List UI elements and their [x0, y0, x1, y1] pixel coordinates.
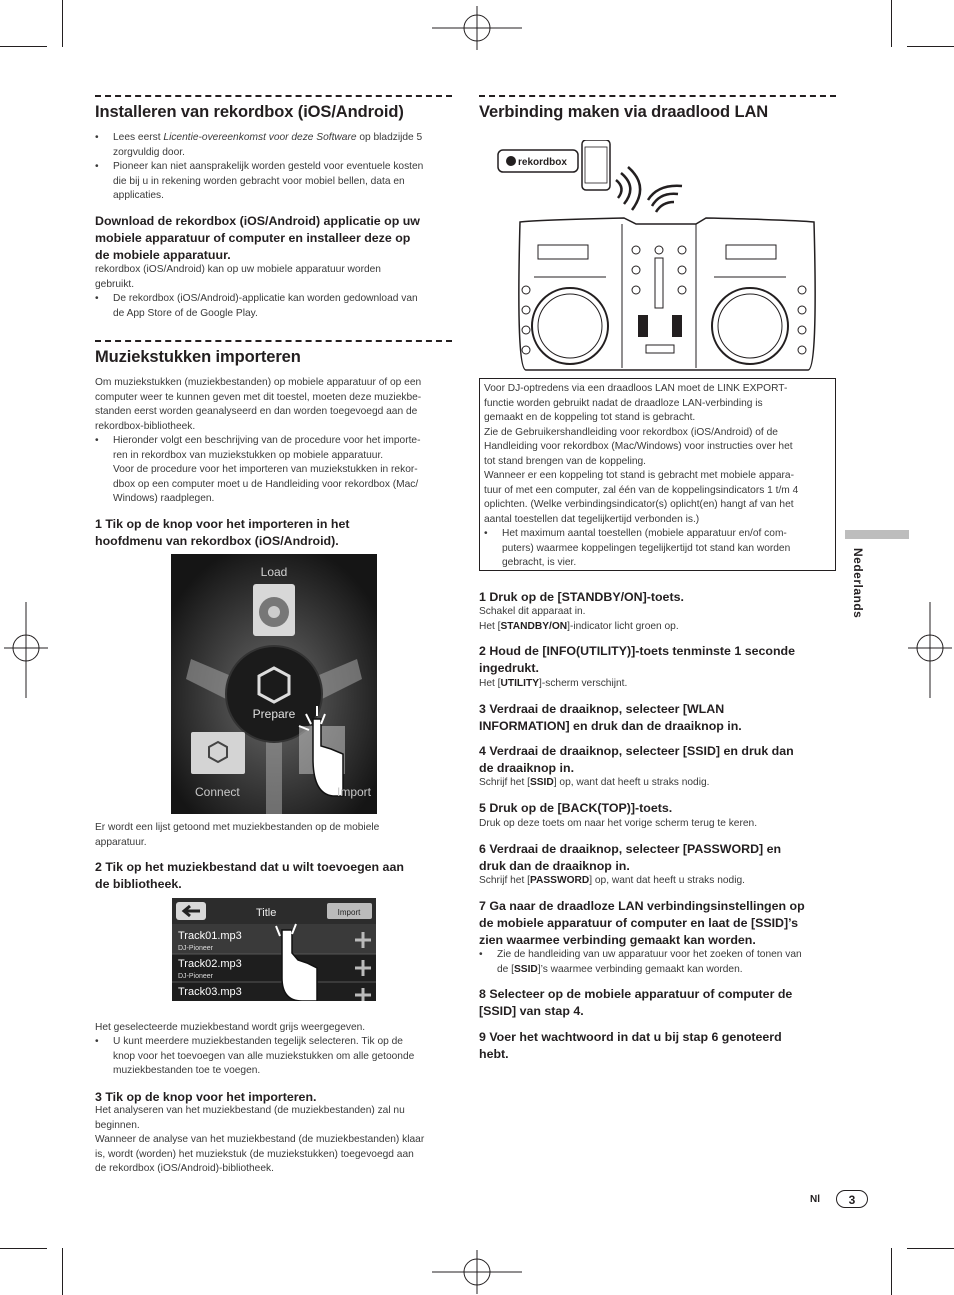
download-body: rekordbox (iOS/Android) kan op uw mobiele apparatuur worden gebruikt.: [95, 264, 381, 290]
r-step-9-heading: 9 Voer het wachtwoord in dat u bij stap 6 genoteerd hebt.: [479, 1030, 782, 1061]
step-2-heading: 2 Tik op het muziekbestand dat u wilt toevoegen aan de bibliotheek.: [95, 860, 404, 891]
bullet-store: • De rekordbox (iOS/Android)-applicatie kan worden gedownload van de App Store of de Google Play.: [113, 292, 453, 321]
step-3-heading: 3 Tik op de knop voor het importeren.: [95, 1090, 317, 1104]
crop-mark: [907, 46, 954, 47]
rekordbox-logo-text: rekordbox: [518, 157, 567, 168]
wlan-note-bullet: • Het maximum aantal toestellen (mobiele apparatuur en/of com- puters) waarmee koppelingen tegelijkertijd tot stand kan worden gebracht, is vier.: [502, 527, 832, 571]
track-list-screenshot: [172, 898, 376, 1001]
registration-mark-right: [908, 602, 952, 698]
menu-label-load: Load: [260, 565, 288, 579]
track-name[interactable]: Track01.mp3: [178, 930, 242, 942]
after-step-3: Het analyseren van het muziekbestand (de muziekbestanden) zal nu beginnen. Wanneer de analyse van het muziekbestand (de muziekbestanden) klaar is, wordt (worden) het muziekstuk (de muziekstukken) toegevoegd aan de rekordbox (iOS/Android)-bibliotheek.: [95, 1105, 425, 1174]
r-step-4-body: Schrijf het [SSID] op, want dat heeft u straks nodig.: [479, 777, 710, 788]
footer-language-code: Nl: [810, 1194, 820, 1205]
language-tab-bar: [845, 530, 909, 539]
r-step-1-body: Schakel dit apparaat in. Het [STANDBY/ON]-indicator licht groen op.: [479, 606, 679, 632]
registration-mark-top: [432, 6, 522, 50]
crop-mark: [891, 1248, 892, 1295]
track-artist: DJ-Pioneer: [178, 973, 214, 980]
wlan-note-text: Voor DJ-optredens via een draadloos LAN moet de LINK EXPORT- functie worden gebruikt nadat de draadloze LAN-verbinding is gemaakt en de koppeling tot stand is gebracht. Zie de Gebruikershandleiding voor rekordbox (iOS/Android) of de Handleiding voor rekordbox (Mac/Windows) voor instructies over het tot stand brengen van de koppeling. Wanneer er een koppeling tot stand is gebracht met mobiele appara- tuur of met een computer, zal één van de koppelingsindicators 1 t/m 4 oplichten. (Welke verbindingsindicator(s) oplicht(en) hangt af van het aantal toestellen dat tegelijkertijd verbonden is.): [484, 383, 799, 525]
app-main-menu-screenshot: [171, 554, 377, 814]
download-heading: Download de rekordbox (iOS/Android) applicatie op uw mobiele apparatuur of computer en installeer deze op de mobiele apparatuur.: [95, 214, 420, 262]
rekordbox-logo-icon: [506, 156, 516, 166]
menu-label-connect: Connect: [195, 785, 240, 799]
section-title-import: Muziekstukken importeren: [95, 348, 301, 366]
track-name[interactable]: Track03.mp3: [178, 986, 242, 998]
r-step-7-bullet: • Zie de handleiding van uw apparatuur voor het zoeken of tonen van de [SSID]’s waarmee verbinding gemaakt kan worden.: [497, 948, 837, 977]
registration-mark-left: [4, 602, 48, 698]
connect-icon[interactable]: [191, 732, 245, 774]
section-title-wlan: Verbinding maken via draadlood LAN: [479, 103, 769, 121]
import-intro: Om muziekstukken (muziekbestanden) op mobiele apparatuur of op een computer weer te kunnen geven met dit toestel, moeten deze muziekbe- standen eerst worden geanalyseerd en dan worden toegevoegd aan de rekordbox-bibliotheek.: [95, 377, 422, 432]
page-number: 3: [836, 1190, 868, 1208]
menu-label-import: Import: [336, 785, 371, 799]
r-step-6-heading: 6 Verdraai de draaiknop, selecteer [PASSWORD] en druk dan de draaiknop in.: [479, 842, 782, 873]
section-title-install: Installeren van rekordbox (iOS/Android): [95, 103, 404, 121]
section-divider: [95, 340, 452, 342]
step-1-heading: 1 Tik op de knop voor het importeren in het hoofdmenu van rekordbox (iOS/Android).: [95, 517, 350, 548]
section-divider: [95, 95, 452, 97]
r-step-5-heading: 5 Druk op de [BACK(TOP)]-toets.: [479, 801, 673, 815]
bullet-multi-select: • U kunt meerdere muziekbestanden tegelijk selecteren. Tik op de knop voor het toevoegen van alle muziekstukken om alle getoonde muziekbestanden toe te voegen.: [113, 1035, 453, 1079]
r-step-4-heading: 4 Verdraai de draaiknop, selecteer [SSID] en druk dan de draaiknop in.: [479, 744, 794, 775]
crop-mark: [0, 46, 47, 47]
crop-mark: [62, 1248, 63, 1295]
crop-mark: [0, 1248, 47, 1249]
crop-mark: [62, 0, 63, 47]
list-title: Title: [256, 907, 277, 919]
track-artist: DJ-Pioneer: [178, 945, 214, 952]
track-name[interactable]: Track02.mp3: [178, 958, 242, 970]
r-step-5-body: Druk op deze toets om naar het vorige scherm terug te keren.: [479, 818, 758, 829]
r-step-7-heading: 7 Ga naar de draadloze LAN verbindingsinstellingen op de mobiele apparatuur of computer en laat de [SSID]’s zien waarmee verbinding gemaakt kan worden.: [479, 899, 805, 947]
registration-mark-bottom: [432, 1250, 522, 1294]
bullet-costs: • Pioneer kan niet aansprakelijk worden gesteld voor eventuele kosten die bij u in rekening worden gebracht voor mobiel bellen, data en applicaties.: [113, 160, 453, 204]
r-step-8-heading: 8 Selecteer op de mobiele apparatuur of computer de [SSID] van stap 4.: [479, 987, 793, 1018]
after-step-1: Er wordt een lijst getoond met muziekbestanden op de mobiele apparatuur.: [95, 822, 380, 848]
crop-mark: [907, 1248, 954, 1249]
wireless-signal-icon: [616, 167, 682, 212]
wlan-illustration: [496, 140, 821, 372]
r-step-2-heading: 2 Houd de [INFO(UTILITY)]-toets tenminste 1 seconde ingedrukt.: [479, 644, 795, 675]
crop-mark: [891, 0, 892, 47]
r-step-6-body: Schrijf het [PASSWORD] op, want dat heeft u straks nodig.: [479, 875, 745, 886]
bullet-license: • Lees eerst Licentie-overeenkomst voor deze Software op bladzijde 5 zorgvuldig door.: [113, 131, 453, 160]
import-button-label: Import: [337, 908, 361, 917]
bullet-procedure: • Hieronder volgt een beschrijving van de procedure voor het importe- ren in rekordbox van muziekstukken op mobiele apparatuur. Voor de procedure voor het importeren van muziekstukken in rekor- dbox op een computer moet u de Handleiding voor rekordbox (Mac/ Windows) raadplegen.: [113, 434, 453, 507]
r-step-1-heading: 1 Druk op de [STANDBY/ON]-toets.: [479, 590, 684, 604]
r-step-3-heading: 3 Verdraai de draaiknop, selecteer [WLAN INFORMATION] en druk dan de draaiknop in.: [479, 702, 742, 733]
menu-label-prepare: Prepare: [252, 707, 296, 721]
after-step-2: Het geselecteerde muziekbestand wordt grijs weergegeven.: [95, 1022, 366, 1033]
section-divider: [479, 95, 836, 97]
language-tab: Nederlands: [851, 548, 865, 619]
r-step-2-body: Het [UTILITY]-scherm verschijnt.: [479, 678, 628, 689]
